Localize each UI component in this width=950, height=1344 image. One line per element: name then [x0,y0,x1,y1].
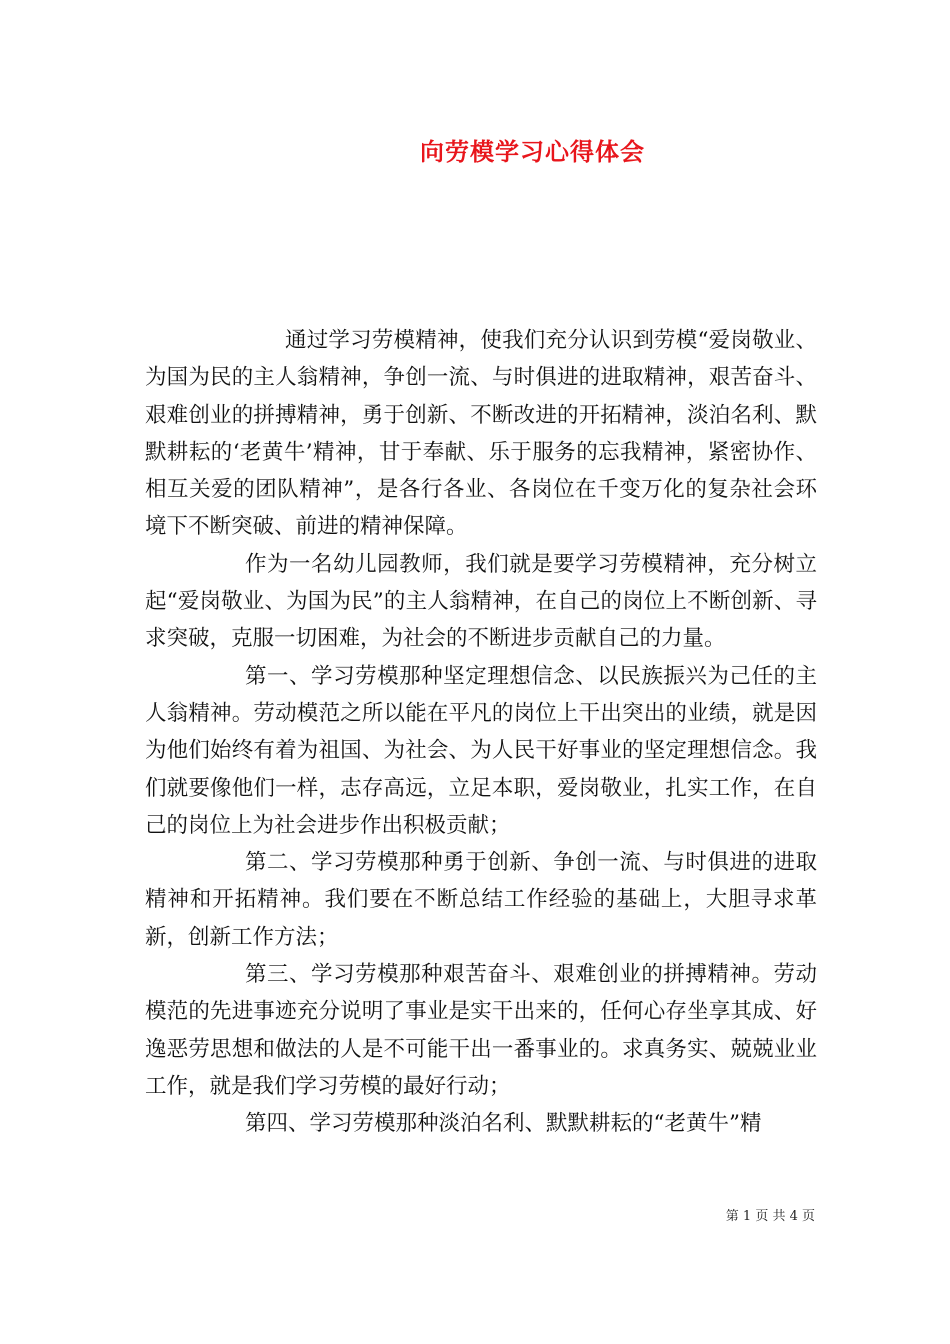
page-number-footer: 第 1 页 共 4 页 [725,1209,815,1224]
paragraph-second: 第二、学习劳模那种勇于创新、争创一流、与时俱进的进取精神和开拓精神。我们要在不断总结工作经验的基础上，大胆寻求革新，创新工作方法； [145,850,817,950]
paragraph-teacher: 作为一名幼儿园教师，我们就是要学习劳模精神，充分树立起“爱岗敬业、为国为民”的主人翁精神，在自己的岗位上不断创新、寻求突破，克服一切困难，为社会的不断进步贡献自己的力量。 [145,551,817,652]
paragraph-third: 第三、学习劳模那种艰苦奋斗、艰难创业的拼搏精神。劳动模范的先进事迹充分说明了事业是实干出来的，任何心存坐享其成、好逸恶劳思想和做法的人是不可能干出一番事业的。求真务实、兢兢业业工作，就是我们学习劳模的最好行动； [145,962,817,1099]
document-title: 向劳模学习心得体会 [420,137,645,166]
paragraph-fourth: 第四、学习劳模那种淡泊名利、默默耕耘的“老黄牛”精 [245,1111,762,1137]
paragraph-intro: 通过学习劳模精神，使我们充分认识到劳模“爱岗敬业、为国为民的主人翁精神，争创一流、与时俱进的进取精神，艰苦奋斗、艰难创业的拼搏精神，勇于创新、不断改进的开拓精神，淡泊名利、默默耕耘的‘老黄牛’精神，甘于奉献、乐于服务的忘我精神，紧密协作、相互关爱的团队精神”，是各行各业、各岗位在千变万化的复杂社会环境下不断突破、前进的精神保障。 [145,328,817,540]
document-body [145,322,817,1143]
paragraph-first: 第一、学习劳模那种坚定理想信念、以民族振兴为己任的主人翁精神。劳动模范之所以能在平凡的岗位上干出突出的业绩，就是因为他们始终有着为祖国、为社会、为人民干好事业的坚定理想信念。我们就要像他们一样，志存高远，立足本职，爱岗敬业，扎实工作，在自己的岗位上为社会进步作出积极贡献； [145,663,817,838]
